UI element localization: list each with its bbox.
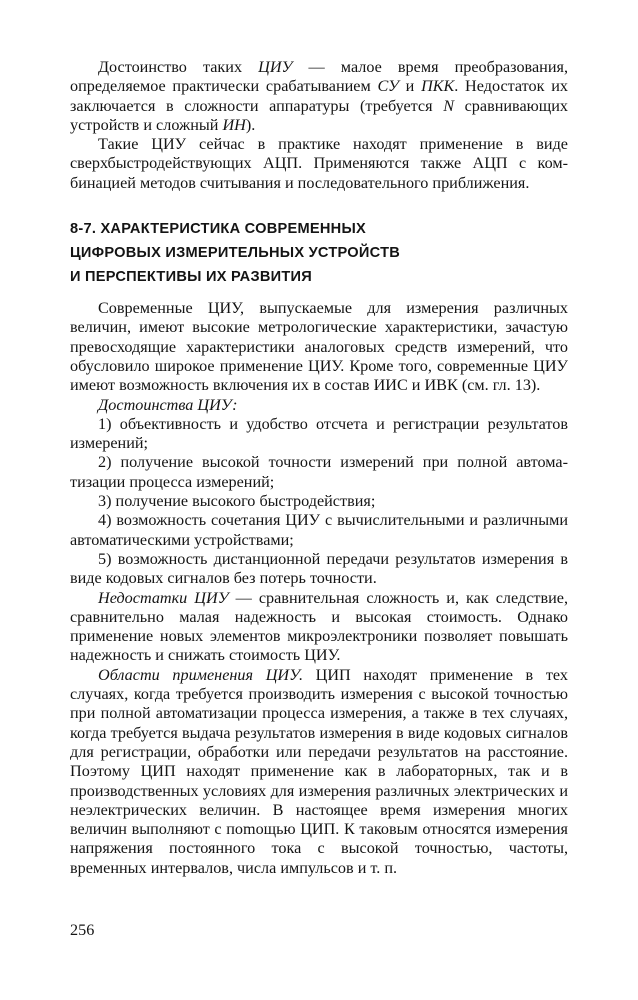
paragraph-ciu-advantage [70,58,568,135]
advantage-item [70,453,568,492]
advantage-item [70,415,568,454]
italic-run: ИН [222,115,246,134]
text-run: — сравнительная сложность и, как следствие, сравнительно малая надежность и высокая стоимость. Однако применение новых элементов микроэлектроники позволяет повышать надежность и снижать стоимость ЦИУ. [70,588,568,665]
italic-run: Достоинства ЦИУ: [98,395,238,414]
section-heading-line: ЦИФРОВЫХ ИЗМЕРИТЕЛЬНЫХ УСТРОЙСТВ [70,245,401,262]
text-run: 5) возможность дистанционной передачи результатов измерения в виде кодовых сигналов без потерь точности. [70,549,568,588]
paragraph-modern-ciu [70,299,568,395]
text-run: 2) получение высокой точности измерений при полной автоматизации процесса измерений; [70,453,568,491]
text-run: 3) получение высокого быстродействия; [98,492,376,511]
text-run: Достоинство таких [98,58,259,76]
advantage-item [70,492,568,511]
italic-run: Недостатки ЦИУ [98,588,229,607]
advantages-title [70,396,568,415]
text-run: и [398,77,422,96]
paragraph-ciu-usage [70,135,568,193]
section-body [70,299,568,878]
advantage-item [70,550,568,589]
text-run: — малое время преобразования, определяемое практически срабатыванием [70,58,568,96]
text-run: ЦИП находят применение в тех случаях, когда требуется производить измерения с высокой точностью при полной автоматизации процесса измерения, а также в тех случаях, когда требуется выдача результатов измерения в виде кодовых сигналов для регистрации, обработки или передачи результатов на расстояние. Поэтому ЦИП находят применение как в лабораторных, так и в производственных условиях для измерения различных электрических и неэлектрических величин. В настоящее время измерения многих величин выполняют с поmощью ЦИП. К таковым относятся измерения напряжения постоянного тока с высокой точностью, частоты, временных интервалов, числа импульсов и т. п. [70,665,568,877]
book-page [70,58,568,878]
page-number: 256 [70,921,95,939]
text-run: сравнивающих устройств и сложный [70,96,568,134]
text-run: . Недостаток их заключается в сложности аппаратуры (требуется [70,77,568,115]
text-run: 4) возможность сочетания ЦИУ с вычислительными и различными автоматическими устройствами; [70,511,568,549]
text-run: ). [245,115,256,134]
section-heading-line: 8-7. ХАРАКТЕРИСТИКА СОВРЕМЕННЫХ [70,221,366,238]
top-text-block [70,58,568,193]
italic-run: ПКК [421,77,455,96]
italic-run: Области применения ЦИУ. [98,665,303,684]
text-run: Современные ЦИУ, выпускаемые для измерения различных величин, имеют высокие метрологические характеристики, зачастую превосходящие характеристики аналоговых средств измерений, что обусловило широкое применение ЦИУ. Кроме того, современные ЦИУ имеют возможность включения их в состав ИИС и ИВК (см. гл. 13). [70,299,568,395]
italic-run: ЦИУ [258,58,293,76]
section-heading [70,217,568,289]
paragraph-application-areas [70,666,568,878]
section-heading-line: И ПЕРСПЕКТИВЫ ИХ РАЗВИТИЯ [70,269,313,286]
italic-run: СУ [377,77,399,96]
italic-run: N [443,96,454,115]
text-run: Такие ЦИУ сейчас в практике находят применение в виде сверхбыстродействующих АЦП. Применяются также АЦП с комбинацией методов считывания и последовательного приближения. [70,135,568,192]
text-run: 1) объективность и удобство отсчета и регистрации результатов измерений; [70,414,568,453]
advantage-item [70,511,568,550]
paragraph-disadvantages [70,589,568,666]
